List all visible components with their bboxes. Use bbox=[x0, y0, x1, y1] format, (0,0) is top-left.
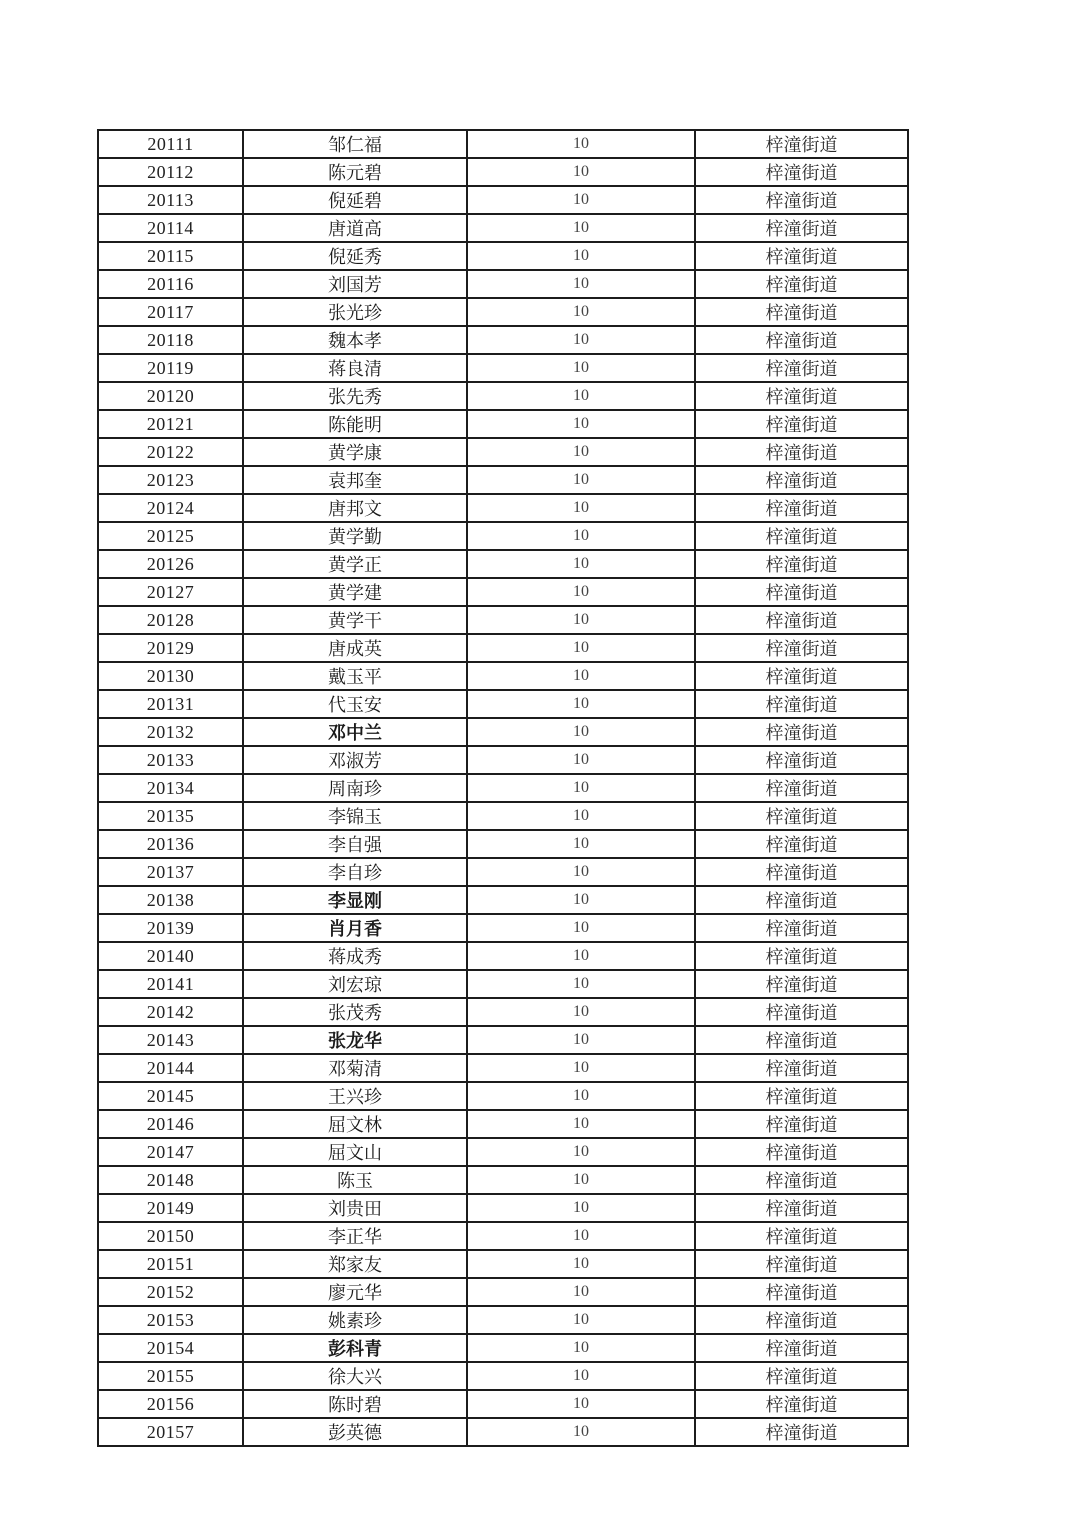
row-id-cell: 20131 bbox=[98, 690, 243, 718]
person-name-cell: 黄学建 bbox=[243, 578, 467, 606]
table-row bbox=[98, 690, 908, 718]
value-cell: 10 bbox=[467, 1194, 695, 1222]
person-name-cell: 郑家友 bbox=[243, 1250, 467, 1278]
value-cell: 10 bbox=[467, 354, 695, 382]
table-row bbox=[98, 1082, 908, 1110]
value-cell: 10 bbox=[467, 1362, 695, 1390]
table-row bbox=[98, 1054, 908, 1082]
table-row bbox=[98, 298, 908, 326]
value-cell: 10 bbox=[467, 186, 695, 214]
district-cell: 梓潼街道 bbox=[695, 858, 908, 886]
person-name-cell: 姚素珍 bbox=[243, 1306, 467, 1334]
value-cell: 10 bbox=[467, 634, 695, 662]
value-cell: 10 bbox=[467, 1166, 695, 1194]
row-id-cell: 20141 bbox=[98, 970, 243, 998]
person-name-cell: 王兴珍 bbox=[243, 1082, 467, 1110]
district-cell: 梓潼街道 bbox=[695, 1054, 908, 1082]
person-name-cell: 黄学康 bbox=[243, 438, 467, 466]
table-row bbox=[98, 550, 908, 578]
person-name-cell: 戴玉平 bbox=[243, 662, 467, 690]
person-name-cell: 唐道高 bbox=[243, 214, 467, 242]
district-cell: 梓潼街道 bbox=[695, 1138, 908, 1166]
district-cell: 梓潼街道 bbox=[695, 746, 908, 774]
district-cell: 梓潼街道 bbox=[695, 606, 908, 634]
value-cell: 10 bbox=[467, 858, 695, 886]
district-cell: 梓潼街道 bbox=[695, 1166, 908, 1194]
person-name-cell: 张光珍 bbox=[243, 298, 467, 326]
person-name-cell: 蒋成秀 bbox=[243, 942, 467, 970]
row-id-cell: 20137 bbox=[98, 858, 243, 886]
table-row bbox=[98, 942, 908, 970]
value-cell: 10 bbox=[467, 662, 695, 690]
value-cell: 10 bbox=[467, 1026, 695, 1054]
row-id-cell: 20130 bbox=[98, 662, 243, 690]
row-id-cell: 20150 bbox=[98, 1222, 243, 1250]
district-cell: 梓潼街道 bbox=[695, 130, 908, 158]
person-name-cell: 彭科青 bbox=[243, 1334, 467, 1362]
row-id-cell: 20148 bbox=[98, 1166, 243, 1194]
table-row bbox=[98, 1278, 908, 1306]
row-id-cell: 20111 bbox=[98, 130, 243, 158]
district-cell: 梓潼街道 bbox=[695, 1250, 908, 1278]
district-cell: 梓潼街道 bbox=[695, 242, 908, 270]
person-name-cell: 陈玉 bbox=[243, 1166, 467, 1194]
district-cell: 梓潼街道 bbox=[695, 718, 908, 746]
person-name-cell: 陈能明 bbox=[243, 410, 467, 438]
row-id-cell: 20127 bbox=[98, 578, 243, 606]
person-name-cell: 唐邦文 bbox=[243, 494, 467, 522]
value-cell: 10 bbox=[467, 438, 695, 466]
district-cell: 梓潼街道 bbox=[695, 1306, 908, 1334]
table-row bbox=[98, 914, 908, 942]
person-name-cell: 刘贵田 bbox=[243, 1194, 467, 1222]
district-cell: 梓潼街道 bbox=[695, 326, 908, 354]
district-cell: 梓潼街道 bbox=[695, 998, 908, 1026]
district-cell: 梓潼街道 bbox=[695, 690, 908, 718]
value-cell: 10 bbox=[467, 1278, 695, 1306]
row-id-cell: 20153 bbox=[98, 1306, 243, 1334]
district-cell: 梓潼街道 bbox=[695, 1334, 908, 1362]
table-row bbox=[98, 326, 908, 354]
row-id-cell: 20113 bbox=[98, 186, 243, 214]
table-row bbox=[98, 774, 908, 802]
value-cell: 10 bbox=[467, 914, 695, 942]
table-row bbox=[98, 1110, 908, 1138]
district-cell: 梓潼街道 bbox=[695, 410, 908, 438]
value-cell: 10 bbox=[467, 1082, 695, 1110]
value-cell: 10 bbox=[467, 410, 695, 438]
residents-table bbox=[97, 129, 909, 1447]
value-cell: 10 bbox=[467, 1054, 695, 1082]
value-cell: 10 bbox=[467, 494, 695, 522]
value-cell: 10 bbox=[467, 1334, 695, 1362]
table-row bbox=[98, 1138, 908, 1166]
person-name-cell: 徐大兴 bbox=[243, 1362, 467, 1390]
value-cell: 10 bbox=[467, 1250, 695, 1278]
person-name-cell: 刘宏琼 bbox=[243, 970, 467, 998]
district-cell: 梓潼街道 bbox=[695, 1082, 908, 1110]
table-row bbox=[98, 746, 908, 774]
row-id-cell: 20115 bbox=[98, 242, 243, 270]
value-cell: 10 bbox=[467, 970, 695, 998]
person-name-cell: 彭英德 bbox=[243, 1418, 467, 1446]
table-row bbox=[98, 970, 908, 998]
row-id-cell: 20145 bbox=[98, 1082, 243, 1110]
district-cell: 梓潼街道 bbox=[695, 830, 908, 858]
row-id-cell: 20144 bbox=[98, 1054, 243, 1082]
district-cell: 梓潼街道 bbox=[695, 914, 908, 942]
row-id-cell: 20119 bbox=[98, 354, 243, 382]
table-row bbox=[98, 886, 908, 914]
row-id-cell: 20117 bbox=[98, 298, 243, 326]
value-cell: 10 bbox=[467, 718, 695, 746]
row-id-cell: 20156 bbox=[98, 1390, 243, 1418]
table-row bbox=[98, 1362, 908, 1390]
row-id-cell: 20136 bbox=[98, 830, 243, 858]
table-row bbox=[98, 1250, 908, 1278]
table-row bbox=[98, 242, 908, 270]
person-name-cell: 蒋良清 bbox=[243, 354, 467, 382]
value-cell: 10 bbox=[467, 1110, 695, 1138]
value-cell: 10 bbox=[467, 550, 695, 578]
person-name-cell: 李显刚 bbox=[243, 886, 467, 914]
table-row bbox=[98, 438, 908, 466]
district-cell: 梓潼街道 bbox=[695, 1194, 908, 1222]
district-cell: 梓潼街道 bbox=[695, 382, 908, 410]
table-row bbox=[98, 466, 908, 494]
person-name-cell: 肖月香 bbox=[243, 914, 467, 942]
district-cell: 梓潼街道 bbox=[695, 1390, 908, 1418]
district-cell: 梓潼街道 bbox=[695, 354, 908, 382]
row-id-cell: 20139 bbox=[98, 914, 243, 942]
district-cell: 梓潼街道 bbox=[695, 298, 908, 326]
table-row bbox=[98, 186, 908, 214]
row-id-cell: 20112 bbox=[98, 158, 243, 186]
district-cell: 梓潼街道 bbox=[695, 970, 908, 998]
row-id-cell: 20154 bbox=[98, 1334, 243, 1362]
person-name-cell: 倪延秀 bbox=[243, 242, 467, 270]
person-name-cell: 屈文林 bbox=[243, 1110, 467, 1138]
person-name-cell: 李锦玉 bbox=[243, 802, 467, 830]
person-name-cell: 邹仁福 bbox=[243, 130, 467, 158]
table-row bbox=[98, 662, 908, 690]
row-id-cell: 20114 bbox=[98, 214, 243, 242]
table-row bbox=[98, 1222, 908, 1250]
district-cell: 梓潼街道 bbox=[695, 186, 908, 214]
person-name-cell: 邓中兰 bbox=[243, 718, 467, 746]
row-id-cell: 20128 bbox=[98, 606, 243, 634]
district-cell: 梓潼街道 bbox=[695, 438, 908, 466]
person-name-cell: 黄学正 bbox=[243, 550, 467, 578]
table-row bbox=[98, 1418, 908, 1446]
value-cell: 10 bbox=[467, 1138, 695, 1166]
table-row bbox=[98, 270, 908, 298]
row-id-cell: 20143 bbox=[98, 1026, 243, 1054]
district-cell: 梓潼街道 bbox=[695, 662, 908, 690]
table-row bbox=[98, 1166, 908, 1194]
value-cell: 10 bbox=[467, 942, 695, 970]
district-cell: 梓潼街道 bbox=[695, 270, 908, 298]
row-id-cell: 20155 bbox=[98, 1362, 243, 1390]
person-name-cell: 唐成英 bbox=[243, 634, 467, 662]
person-name-cell: 廖元华 bbox=[243, 1278, 467, 1306]
value-cell: 10 bbox=[467, 1222, 695, 1250]
person-name-cell: 李自强 bbox=[243, 830, 467, 858]
table-row bbox=[98, 858, 908, 886]
row-id-cell: 20135 bbox=[98, 802, 243, 830]
district-cell: 梓潼街道 bbox=[695, 1362, 908, 1390]
value-cell: 10 bbox=[467, 802, 695, 830]
table-row bbox=[98, 1194, 908, 1222]
row-id-cell: 20132 bbox=[98, 718, 243, 746]
person-name-cell: 刘国芳 bbox=[243, 270, 467, 298]
district-cell: 梓潼街道 bbox=[695, 466, 908, 494]
district-cell: 梓潼街道 bbox=[695, 522, 908, 550]
value-cell: 10 bbox=[467, 270, 695, 298]
row-id-cell: 20147 bbox=[98, 1138, 243, 1166]
table-row bbox=[98, 1306, 908, 1334]
value-cell: 10 bbox=[467, 606, 695, 634]
row-id-cell: 20129 bbox=[98, 634, 243, 662]
value-cell: 10 bbox=[467, 690, 695, 718]
district-cell: 梓潼街道 bbox=[695, 494, 908, 522]
table-row bbox=[98, 494, 908, 522]
person-name-cell: 陈元碧 bbox=[243, 158, 467, 186]
table-row bbox=[98, 158, 908, 186]
value-cell: 10 bbox=[467, 242, 695, 270]
person-name-cell: 倪延碧 bbox=[243, 186, 467, 214]
person-name-cell: 周南珍 bbox=[243, 774, 467, 802]
person-name-cell: 屈文山 bbox=[243, 1138, 467, 1166]
row-id-cell: 20121 bbox=[98, 410, 243, 438]
table-row bbox=[98, 1334, 908, 1362]
value-cell: 10 bbox=[467, 130, 695, 158]
district-cell: 梓潼街道 bbox=[695, 886, 908, 914]
person-name-cell: 邓淑芳 bbox=[243, 746, 467, 774]
table-row bbox=[98, 214, 908, 242]
table-row bbox=[98, 606, 908, 634]
value-cell: 10 bbox=[467, 578, 695, 606]
person-name-cell: 李正华 bbox=[243, 1222, 467, 1250]
person-name-cell: 邓菊清 bbox=[243, 1054, 467, 1082]
district-cell: 梓潼街道 bbox=[695, 1278, 908, 1306]
row-id-cell: 20146 bbox=[98, 1110, 243, 1138]
table-row bbox=[98, 410, 908, 438]
value-cell: 10 bbox=[467, 830, 695, 858]
row-id-cell: 20120 bbox=[98, 382, 243, 410]
row-id-cell: 20116 bbox=[98, 270, 243, 298]
district-cell: 梓潼街道 bbox=[695, 214, 908, 242]
person-name-cell: 黄学干 bbox=[243, 606, 467, 634]
table-row bbox=[98, 354, 908, 382]
row-id-cell: 20151 bbox=[98, 1250, 243, 1278]
table-row bbox=[98, 998, 908, 1026]
district-cell: 梓潼街道 bbox=[695, 942, 908, 970]
person-name-cell: 代玉安 bbox=[243, 690, 467, 718]
row-id-cell: 20149 bbox=[98, 1194, 243, 1222]
value-cell: 10 bbox=[467, 1306, 695, 1334]
table-row bbox=[98, 130, 908, 158]
person-name-cell: 袁邦奎 bbox=[243, 466, 467, 494]
person-name-cell: 张先秀 bbox=[243, 382, 467, 410]
value-cell: 10 bbox=[467, 774, 695, 802]
row-id-cell: 20118 bbox=[98, 326, 243, 354]
table-row bbox=[98, 382, 908, 410]
district-cell: 梓潼街道 bbox=[695, 578, 908, 606]
row-id-cell: 20152 bbox=[98, 1278, 243, 1306]
value-cell: 10 bbox=[467, 382, 695, 410]
table-row bbox=[98, 578, 908, 606]
district-cell: 梓潼街道 bbox=[695, 1222, 908, 1250]
value-cell: 10 bbox=[467, 746, 695, 774]
row-id-cell: 20138 bbox=[98, 886, 243, 914]
district-cell: 梓潼街道 bbox=[695, 1418, 908, 1446]
row-id-cell: 20134 bbox=[98, 774, 243, 802]
value-cell: 10 bbox=[467, 998, 695, 1026]
value-cell: 10 bbox=[467, 214, 695, 242]
row-id-cell: 20124 bbox=[98, 494, 243, 522]
value-cell: 10 bbox=[467, 466, 695, 494]
table-row bbox=[98, 634, 908, 662]
value-cell: 10 bbox=[467, 326, 695, 354]
person-name-cell: 黄学勤 bbox=[243, 522, 467, 550]
person-name-cell: 张茂秀 bbox=[243, 998, 467, 1026]
row-id-cell: 20123 bbox=[98, 466, 243, 494]
table-row bbox=[98, 522, 908, 550]
row-id-cell: 20133 bbox=[98, 746, 243, 774]
person-name-cell: 张龙华 bbox=[243, 1026, 467, 1054]
district-cell: 梓潼街道 bbox=[695, 774, 908, 802]
row-id-cell: 20126 bbox=[98, 550, 243, 578]
person-name-cell: 魏本孝 bbox=[243, 326, 467, 354]
row-id-cell: 20125 bbox=[98, 522, 243, 550]
person-name-cell: 陈时碧 bbox=[243, 1390, 467, 1418]
district-cell: 梓潼街道 bbox=[695, 1110, 908, 1138]
person-name-cell: 李自珍 bbox=[243, 858, 467, 886]
value-cell: 10 bbox=[467, 522, 695, 550]
row-id-cell: 20142 bbox=[98, 998, 243, 1026]
table-row bbox=[98, 1026, 908, 1054]
table-row bbox=[98, 830, 908, 858]
row-id-cell: 20140 bbox=[98, 942, 243, 970]
value-cell: 10 bbox=[467, 1418, 695, 1446]
district-cell: 梓潼街道 bbox=[695, 158, 908, 186]
value-cell: 10 bbox=[467, 298, 695, 326]
value-cell: 10 bbox=[467, 1390, 695, 1418]
district-cell: 梓潼街道 bbox=[695, 802, 908, 830]
district-cell: 梓潼街道 bbox=[695, 634, 908, 662]
table-row bbox=[98, 1390, 908, 1418]
value-cell: 10 bbox=[467, 158, 695, 186]
table-row bbox=[98, 718, 908, 746]
district-cell: 梓潼街道 bbox=[695, 1026, 908, 1054]
table-row bbox=[98, 802, 908, 830]
document-page bbox=[97, 129, 909, 1447]
row-id-cell: 20157 bbox=[98, 1418, 243, 1446]
value-cell: 10 bbox=[467, 886, 695, 914]
row-id-cell: 20122 bbox=[98, 438, 243, 466]
district-cell: 梓潼街道 bbox=[695, 550, 908, 578]
